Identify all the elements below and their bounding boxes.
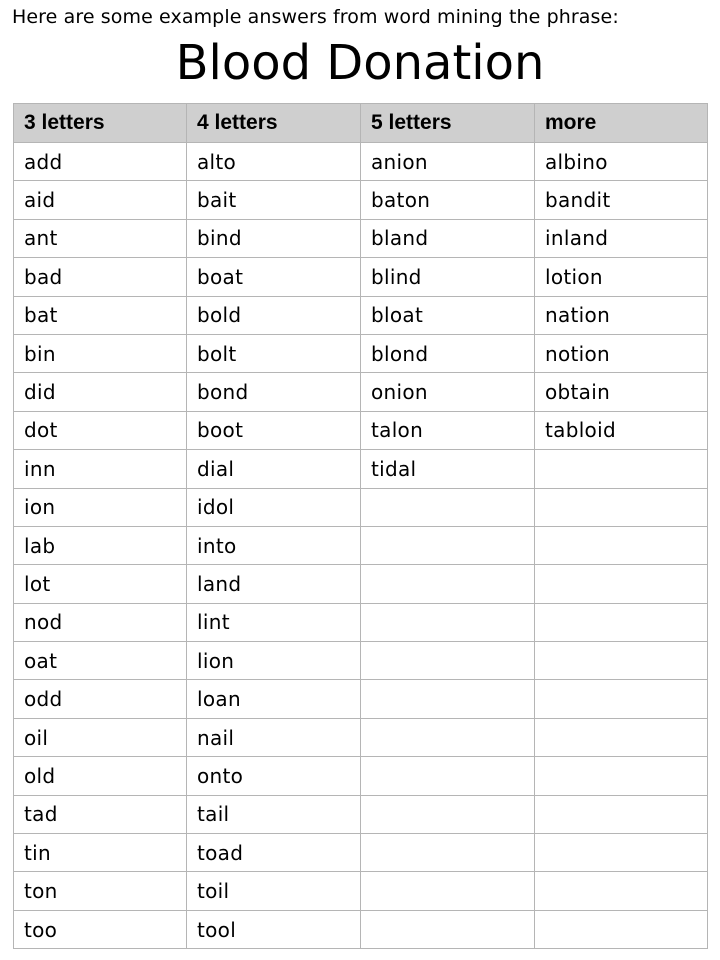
word-cell: dot: [14, 411, 187, 449]
word-cell: [361, 680, 535, 718]
column-header: 4 letters: [187, 104, 361, 143]
table-row: [14, 488, 708, 526]
table-row: [14, 143, 708, 181]
table-row: [14, 757, 708, 795]
word-cell: aid: [14, 181, 187, 219]
word-cell: land: [187, 565, 361, 603]
word-cell: [535, 488, 708, 526]
column-header: 5 letters: [361, 104, 535, 143]
table-row: [14, 642, 708, 680]
table-row: [14, 334, 708, 372]
table-row: [14, 373, 708, 411]
word-cell: bold: [187, 296, 361, 334]
table-row: [14, 718, 708, 756]
word-cell: oat: [14, 642, 187, 680]
table-row: [14, 450, 708, 488]
word-cell: tail: [187, 795, 361, 833]
word-cell: add: [14, 143, 187, 181]
word-cell: talon: [361, 411, 535, 449]
word-cell: boat: [187, 258, 361, 296]
word-cell: inland: [535, 219, 708, 257]
word-cell: odd: [14, 680, 187, 718]
word-cell: [361, 526, 535, 564]
word-cell: nod: [14, 603, 187, 641]
word-cell: did: [14, 373, 187, 411]
page-title: Blood Donation: [175, 35, 545, 91]
word-cell: tabloid: [535, 411, 708, 449]
word-cell: idol: [187, 488, 361, 526]
word-cell: tidal: [361, 450, 535, 488]
word-cell: tool: [187, 910, 361, 948]
table-row: [14, 680, 708, 718]
word-cell: blond: [361, 334, 535, 372]
word-cell: [361, 565, 535, 603]
table-row: [14, 526, 708, 564]
intro-text: Here are some example answers from word mining the phrase:: [12, 6, 619, 28]
word-cell: [361, 795, 535, 833]
word-cell: [535, 872, 708, 910]
table-row: [14, 181, 708, 219]
word-cell: into: [187, 526, 361, 564]
word-cell: bin: [14, 334, 187, 372]
word-cell: boot: [187, 411, 361, 449]
table-row: [14, 411, 708, 449]
word-cell: lion: [187, 642, 361, 680]
word-cell: [361, 488, 535, 526]
word-cell: tin: [14, 834, 187, 872]
word-cell: [361, 757, 535, 795]
word-cell: old: [14, 757, 187, 795]
column-header: more: [535, 104, 708, 143]
word-cell: onto: [187, 757, 361, 795]
table-row: [14, 296, 708, 334]
word-cell: inn: [14, 450, 187, 488]
word-cell: [361, 872, 535, 910]
word-cell: oil: [14, 718, 187, 756]
table-row: [14, 603, 708, 641]
word-cell: bloat: [361, 296, 535, 334]
table-row: [14, 565, 708, 603]
word-cell: [535, 526, 708, 564]
word-cell: [361, 834, 535, 872]
word-cell: anion: [361, 143, 535, 181]
word-cell: bat: [14, 296, 187, 334]
table-row: [14, 910, 708, 948]
word-cell: lab: [14, 526, 187, 564]
table-row: [14, 795, 708, 833]
word-cell: lint: [187, 603, 361, 641]
word-cell: [535, 910, 708, 948]
column-header: 3 letters: [14, 104, 187, 143]
word-cell: [535, 718, 708, 756]
word-cell: bad: [14, 258, 187, 296]
header-row: [14, 104, 708, 143]
word-cell: lot: [14, 565, 187, 603]
word-cell: ion: [14, 488, 187, 526]
word-cell: [535, 642, 708, 680]
word-cell: bond: [187, 373, 361, 411]
word-cell: [535, 565, 708, 603]
word-cell: notion: [535, 334, 708, 372]
word-cell: blind: [361, 258, 535, 296]
word-cell: albino: [535, 143, 708, 181]
word-cell: nation: [535, 296, 708, 334]
word-cell: nail: [187, 718, 361, 756]
word-cell: [361, 603, 535, 641]
table-row: [14, 834, 708, 872]
word-cell: [535, 757, 708, 795]
word-cell: bolt: [187, 334, 361, 372]
word-cell: [535, 834, 708, 872]
word-cell: bland: [361, 219, 535, 257]
word-cell: [535, 450, 708, 488]
word-cell: toad: [187, 834, 361, 872]
word-cell: lotion: [535, 258, 708, 296]
word-cell: tad: [14, 795, 187, 833]
word-table: [13, 103, 708, 949]
word-table-body: [14, 143, 708, 949]
word-cell: loan: [187, 680, 361, 718]
word-cell: [535, 680, 708, 718]
word-cell: too: [14, 910, 187, 948]
table-row: [14, 258, 708, 296]
word-cell: bait: [187, 181, 361, 219]
word-cell: [361, 642, 535, 680]
word-cell: alto: [187, 143, 361, 181]
word-cell: [361, 718, 535, 756]
word-cell: obtain: [535, 373, 708, 411]
word-cell: [361, 910, 535, 948]
word-cell: ant: [14, 219, 187, 257]
word-cell: [535, 795, 708, 833]
word-cell: toil: [187, 872, 361, 910]
table-row: [14, 219, 708, 257]
word-cell: onion: [361, 373, 535, 411]
table-row: [14, 872, 708, 910]
word-cell: ton: [14, 872, 187, 910]
word-cell: bind: [187, 219, 361, 257]
word-cell: baton: [361, 181, 535, 219]
word-cell: bandit: [535, 181, 708, 219]
word-cell: [535, 603, 708, 641]
word-cell: dial: [187, 450, 361, 488]
